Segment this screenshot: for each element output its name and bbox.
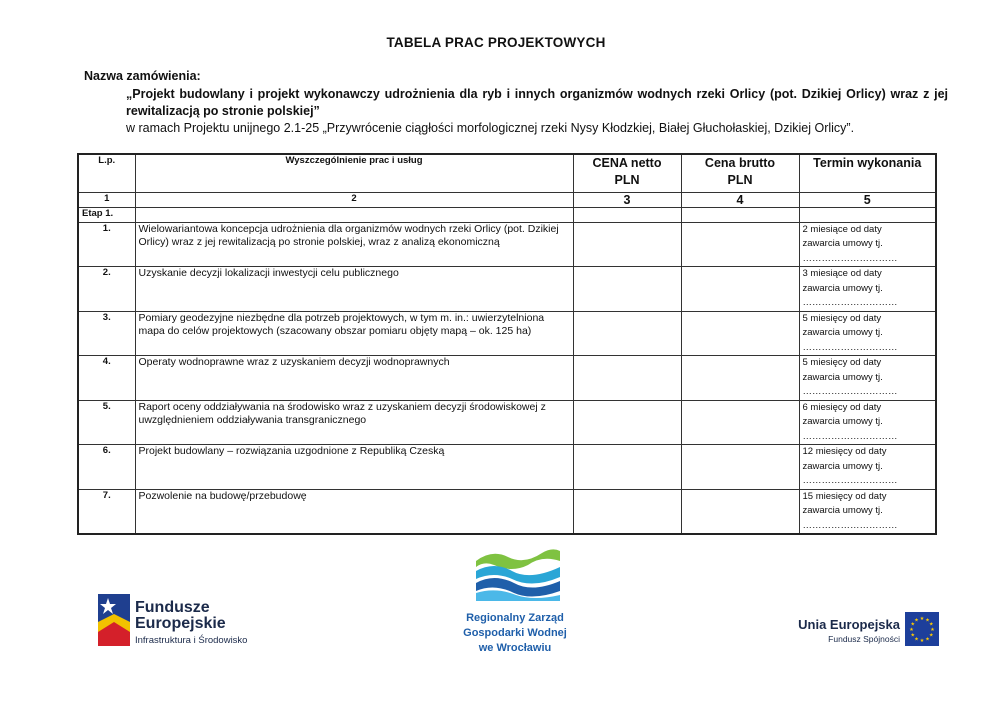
svg-text:★: ★ <box>930 627 935 633</box>
row-number: 6. <box>78 445 135 490</box>
net-price-cell[interactable] <box>573 356 681 401</box>
table-header-row <box>78 154 936 192</box>
header-gross-price: Cena brutto PLN <box>681 154 799 192</box>
column-number-row <box>78 192 936 207</box>
svg-text:★: ★ <box>929 632 934 639</box>
svg-text:★: ★ <box>914 636 919 643</box>
deadline-cell: 2 miesiące od daty zawarcia umowy tj. ………………………… <box>799 222 936 267</box>
column-number: 2 <box>135 192 573 207</box>
column-number: 3 <box>573 192 681 207</box>
column-number: 4 <box>681 192 799 207</box>
net-price-cell[interactable] <box>573 311 681 356</box>
stage-label: Etap 1. <box>78 207 135 222</box>
row-number: 5. <box>78 400 135 445</box>
net-price-cell[interactable] <box>573 489 681 534</box>
row-description: Pozwolenie na budowę/przebudowę <box>135 489 573 534</box>
eu-text: Unia Europejska Fundusz Spójności <box>798 617 900 644</box>
gross-price-cell[interactable] <box>681 445 799 490</box>
gross-price-cell[interactable] <box>681 311 799 356</box>
rzgw-wave-logo-icon <box>472 547 562 603</box>
row-description: Uzyskanie decyzji lokalizacji inwestycji celu publicznego <box>135 267 573 312</box>
column-number: 1 <box>78 192 135 207</box>
order-name-label: Nazwa zamówienia: <box>84 69 201 83</box>
svg-text:★: ★ <box>909 627 914 633</box>
table-row <box>78 222 936 267</box>
svg-text:★: ★ <box>919 616 925 622</box>
deadline-cell: 3 miesiące od daty zawarcia umowy tj. ………………………… <box>799 267 936 312</box>
column-number: 5 <box>799 192 936 207</box>
table-row <box>78 356 936 401</box>
row-description: Pomiary geodezyjne niezbędne dla potrzeb projektowych, w tym m. in.: uwierzytelniona mapa do celów projektowych (szacowany obszar pomiaru objęty mapą – ok. 125 ha) <box>135 311 573 356</box>
header-description: Wyszczególnienie prac i usług <box>135 154 573 192</box>
svg-text:★: ★ <box>914 617 919 624</box>
header-net-price: CENA netto PLN <box>573 154 681 192</box>
table-row <box>78 267 936 312</box>
row-description: Wielowariantowa koncepcja udrożnienia dla organizmów wodnych rzeki Orlicy (pot. Dzikiej Orlicy) wraz z jej rewitalizacją po stronie polskiej, wraz z analizą ekonomiczną <box>135 222 573 267</box>
table-row <box>78 445 936 490</box>
eu-flag-icon <box>905 612 939 646</box>
deadline-cell: 5 miesięcy od daty zawarcia umowy tj. ………………………… <box>799 356 936 401</box>
project-title <box>126 86 948 120</box>
row-number: 2. <box>78 267 135 312</box>
rzgw-text: Regionalny Zarząd Gospodarki Wodnej we Wrocławiu <box>463 612 567 654</box>
table-row <box>78 311 936 356</box>
svg-text:★: ★ <box>910 621 915 628</box>
row-number: 1. <box>78 222 135 267</box>
header-deadline: Termin wykonania <box>799 154 936 192</box>
net-price-cell[interactable] <box>573 445 681 490</box>
fundusze-europejskie-logo-icon <box>96 592 136 648</box>
deadline-cell: 6 miesięcy od daty zawarcia umowy tj. ………………………… <box>799 400 936 445</box>
table-row <box>78 489 936 534</box>
fundusze-europejskie-text: Fundusze Europejskie Infrastruktura i Środowisko <box>135 599 248 646</box>
svg-text:★: ★ <box>925 617 930 624</box>
project-title-line2: rewitalizacją po stronie polskiej” <box>126 104 320 118</box>
deadline-cell: 15 miesięcy od daty zawarcia umowy tj. ………………………… <box>799 489 936 534</box>
svg-text:★: ★ <box>929 621 934 628</box>
row-number: 4. <box>78 356 135 401</box>
row-number: 3. <box>78 311 135 356</box>
works-table <box>77 153 937 535</box>
svg-text:★: ★ <box>910 632 915 639</box>
stage-row <box>78 207 936 222</box>
row-description: Operaty wodnoprawne wraz z uzyskaniem decyzji wodnoprawnych <box>135 356 573 401</box>
net-price-cell[interactable] <box>573 267 681 312</box>
row-description: Raport oceny oddziaływania na środowisko wraz z uzyskaniem decyzji środowiskowej z uwzględnieniem oddziaływania transgranicznego <box>135 400 573 445</box>
project-title-line1: „Projekt budowlany i projekt wykonawczy udrożnienia dla ryb i innych organizmów wodnych rzeki Orlicy (pot. Dzikiej Orlicy) wraz z jej <box>126 87 948 101</box>
page-title: TABELA PRAC PROJEKTOWYCH <box>386 35 606 50</box>
header-lp: L.p. <box>78 154 135 192</box>
deadline-cell: 12 miesięcy od daty zawarcia umowy tj. ………………………… <box>799 445 936 490</box>
gross-price-cell[interactable] <box>681 356 799 401</box>
table-row <box>78 400 936 445</box>
gross-price-cell[interactable] <box>681 400 799 445</box>
net-price-cell[interactable] <box>573 400 681 445</box>
gross-price-cell[interactable] <box>681 222 799 267</box>
row-description: Projekt budowlany – rozwiązania uzgodnione z Republiką Czeską <box>135 445 573 490</box>
project-context: w ramach Projektu unijnego 2.1-25 „Przywrócenie ciągłości morfologicznej rzeki Nysy Kłodzkiej, Białej Głuchołaskiej, Dzikiej Orlicy”. <box>126 121 855 135</box>
svg-text:★: ★ <box>925 636 930 643</box>
net-price-cell[interactable] <box>573 222 681 267</box>
row-number: 7. <box>78 489 135 534</box>
deadline-cell: 5 miesięcy od daty zawarcia umowy tj. ………………………… <box>799 311 936 356</box>
svg-text:★: ★ <box>919 638 925 644</box>
gross-price-cell[interactable] <box>681 489 799 534</box>
gross-price-cell[interactable] <box>681 267 799 312</box>
